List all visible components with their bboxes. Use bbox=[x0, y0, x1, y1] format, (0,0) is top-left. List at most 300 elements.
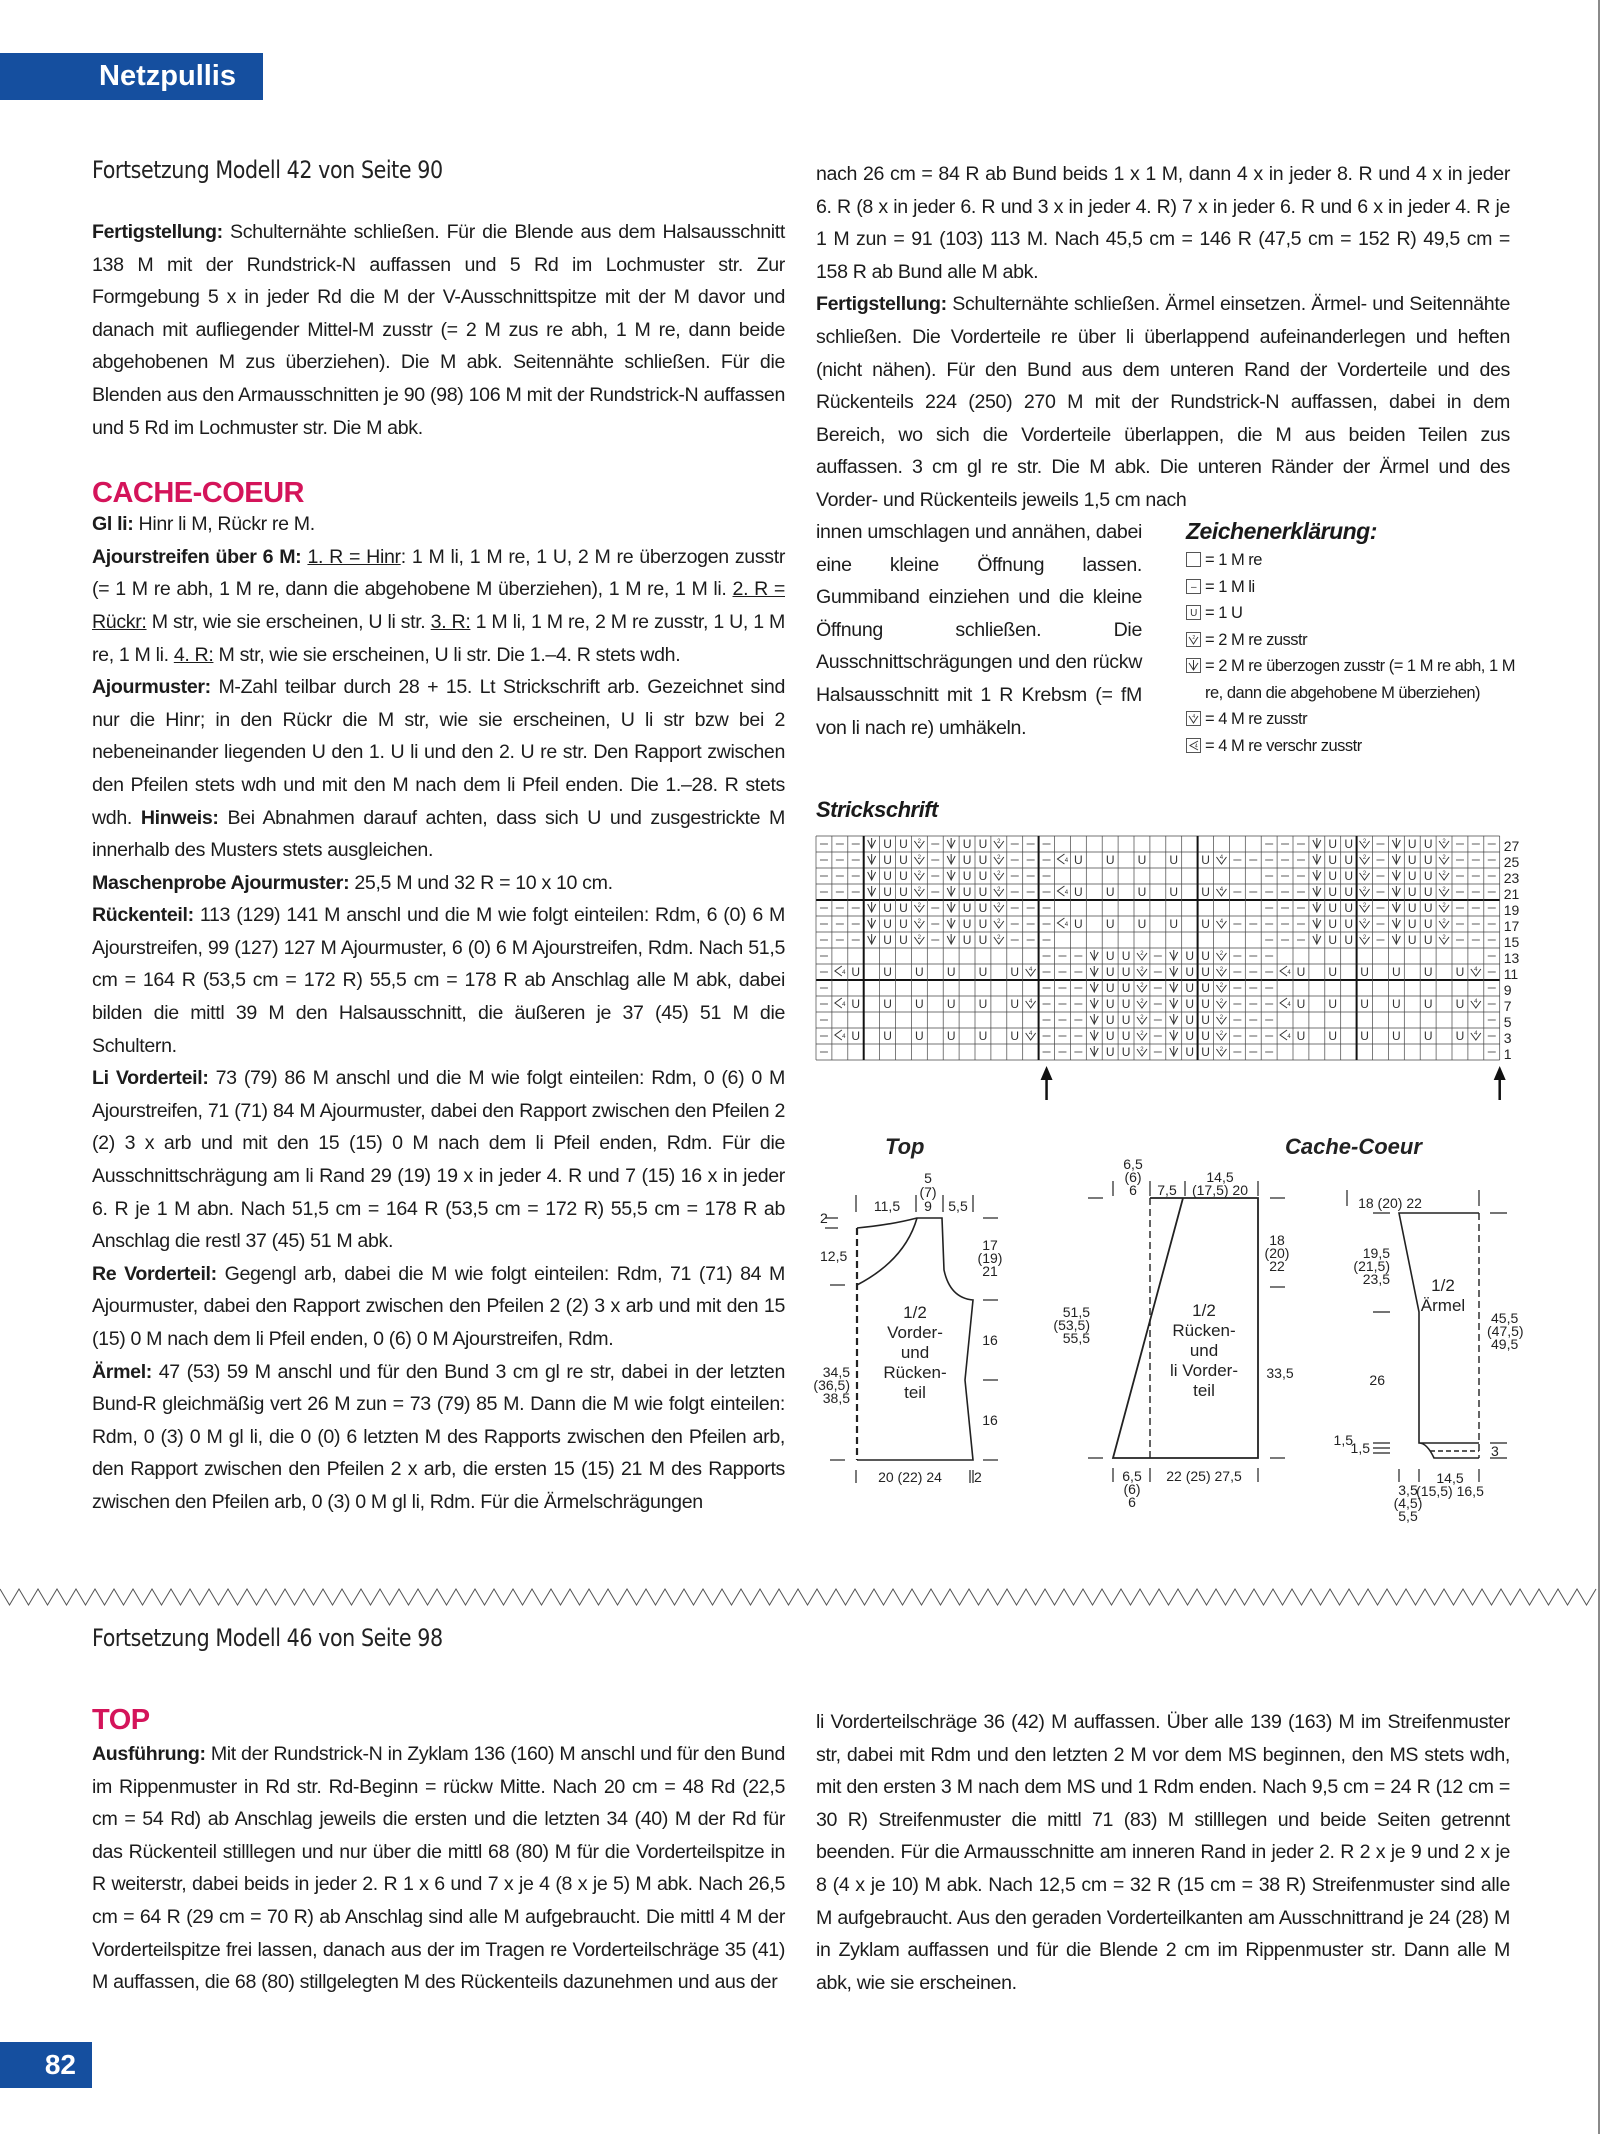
svg-text:U: U bbox=[1344, 917, 1353, 931]
svg-text:U: U bbox=[962, 901, 972, 915]
svg-text:2: 2 bbox=[1442, 855, 1446, 861]
svg-text:U: U bbox=[1105, 885, 1115, 899]
svg-text:U: U bbox=[946, 1029, 956, 1043]
paragraph-fertigstellung-top bbox=[92, 216, 785, 444]
svg-text:U: U bbox=[978, 901, 988, 915]
svg-text:34,5: 34,5 bbox=[822, 1364, 850, 1380]
svg-text:U: U bbox=[1423, 933, 1433, 947]
svg-text:U: U bbox=[883, 965, 892, 979]
svg-text:2: 2 bbox=[974, 1469, 982, 1485]
svg-text:U: U bbox=[978, 965, 988, 979]
svg-text:2: 2 bbox=[1442, 919, 1446, 925]
svg-text:2: 2 bbox=[997, 887, 1001, 893]
svg-text:U: U bbox=[1328, 965, 1338, 979]
legend-label: = 2 M re überzogen zusstr (= 1 M re abh, 1 M re, dann die abgehobene M überziehen) bbox=[1205, 657, 1515, 702]
legend-label: = 1 U bbox=[1205, 604, 1243, 622]
svg-text:U: U bbox=[1328, 837, 1338, 851]
svg-text:U: U bbox=[1201, 949, 1210, 963]
ssk-icon bbox=[1186, 658, 1201, 673]
svg-text:U: U bbox=[1407, 933, 1417, 947]
svg-text:2: 2 bbox=[1362, 919, 1367, 925]
svg-text:4: 4 bbox=[842, 1034, 846, 1040]
svg-text:26: 26 bbox=[1369, 1372, 1385, 1388]
svg-text:U: U bbox=[899, 853, 908, 867]
svg-text:6,5: 6,5 bbox=[1122, 1468, 1142, 1484]
svg-text:U: U bbox=[915, 997, 924, 1011]
svg-text:U: U bbox=[1344, 869, 1353, 883]
svg-text:U: U bbox=[1423, 1029, 1433, 1043]
svg-text:27: 27 bbox=[1503, 838, 1520, 854]
svg-text:2: 2 bbox=[1140, 999, 1144, 1005]
svg-text:2: 2 bbox=[1442, 887, 1446, 893]
svg-text:(17,5) 20: (17,5) 20 bbox=[1191, 1182, 1249, 1198]
svg-text:U: U bbox=[1201, 1029, 1210, 1043]
svg-text:U: U bbox=[883, 917, 892, 931]
svg-text:13: 13 bbox=[1503, 950, 1520, 966]
svg-text:U: U bbox=[1105, 949, 1115, 963]
svg-text:4: 4 bbox=[1028, 967, 1033, 973]
svg-text:U: U bbox=[1121, 981, 1131, 995]
svg-text:51,5: 51,5 bbox=[1062, 1304, 1090, 1320]
svg-text:U: U bbox=[1360, 1029, 1369, 1043]
label: Re Vorderteil: bbox=[92, 1262, 217, 1285]
svg-text:U: U bbox=[962, 869, 972, 883]
svg-text:U: U bbox=[1344, 901, 1353, 915]
svg-text:2: 2 bbox=[1442, 839, 1446, 845]
svg-text:U: U bbox=[1328, 853, 1338, 867]
svg-text:U: U bbox=[1137, 885, 1147, 899]
svg-text:U: U bbox=[1201, 997, 1210, 1011]
paragraph-re-vorderteil bbox=[92, 1258, 785, 1356]
label: Maschenprobe Ajourmuster: bbox=[92, 871, 350, 894]
svg-text:2: 2 bbox=[917, 887, 922, 893]
svg-text:U: U bbox=[1423, 853, 1433, 867]
svg-text:U: U bbox=[978, 917, 988, 931]
svg-text:2: 2 bbox=[1219, 983, 1224, 989]
svg-text:4: 4 bbox=[1219, 919, 1224, 925]
svg-text:U: U bbox=[1105, 1029, 1115, 1043]
paragraph-fertigstellung-cache-coeur bbox=[816, 288, 1510, 516]
svg-text:16: 16 bbox=[982, 1412, 998, 1428]
svg-text:4: 4 bbox=[1192, 714, 1195, 720]
svg-text:2: 2 bbox=[917, 855, 922, 861]
svg-text:21: 21 bbox=[1503, 886, 1520, 902]
bottom-left-column bbox=[92, 1738, 785, 1999]
svg-text:U: U bbox=[1407, 885, 1417, 899]
text: 113 (129) 141 M anschl und die M wie folgt einteilen: Rdm, 6 (0) 6 M Ajourstreifen, 99 (127) 127 M Ajourmuster, 6 (0) 6 M Ajourstreifen, Rdm. Nach 51,5 cm = 164 R (53,5 cm = 172 R) 55,5 cm = 178 R ab Anschlag alle M abk, dabei bilden die mittl 39 M den Halsausschnitt, die äußeren je 37 (45) 51 M die Schultern. bbox=[92, 904, 785, 1057]
svg-text:U: U bbox=[899, 885, 908, 899]
svg-text:U: U bbox=[946, 997, 956, 1011]
svg-text:19: 19 bbox=[1503, 902, 1520, 918]
label: Fertigstellung: bbox=[816, 293, 947, 316]
svg-text:U: U bbox=[1185, 1029, 1194, 1043]
svg-text:2: 2 bbox=[997, 903, 1001, 909]
svg-text:U: U bbox=[1423, 917, 1433, 931]
svg-text:U: U bbox=[1344, 853, 1353, 867]
svg-text:2: 2 bbox=[1362, 871, 1367, 877]
svg-text:U: U bbox=[978, 997, 988, 1011]
svg-text:U: U bbox=[978, 837, 988, 851]
svg-text:1,5: 1,5 bbox=[1333, 1432, 1353, 1448]
svg-text:4: 4 bbox=[1064, 858, 1069, 864]
page-edge-rule bbox=[1598, 0, 1600, 2134]
svg-text:(15,5) 16,5: (15,5) 16,5 bbox=[1416, 1483, 1484, 1499]
row-label: 4. R: bbox=[173, 643, 214, 666]
paragraph-ausfuehrung-continued: li Vorderteilschräge 36 (42) M auffassen. Über alle 139 (163) M im Streifenmuster str, dabei mit Rdm und den letzten 2 M vor dem MS beginnen, den MS stets wdh, mit den ersten 3 M nach dem MS und 1 Rdm enden. Nach 9,5 cm = 24 R (12 cm = 30 R) Streifenmuster die mittl 71 (83) M stilllegen und beide Seiten getrennt beenden. Für die Armausschnitte am inneren Rand in jeder 2. R 2 x je 9 und 2 x je 8 (4 x je 10) M abk. Nach 12,5 cm = 32 R (15 cm = 38 R) Streifenmuster sind alle M aufgebraucht. Aus den geraden Vorderteilkanten am Ausschnittrand je 24 (28) M in Zyklam auffassen und für die Blende 2 cm im Rippenmuster str. Dann alle M abk, wie sie erscheinen. bbox=[816, 1711, 1510, 1994]
svg-text:Vorder-: Vorder- bbox=[887, 1323, 943, 1342]
svg-text:U: U bbox=[978, 1029, 988, 1043]
svg-text:U: U bbox=[1423, 837, 1433, 851]
svg-text:9: 9 bbox=[924, 1198, 932, 1214]
svg-text:U: U bbox=[883, 933, 892, 947]
label: Hinweis: bbox=[140, 806, 219, 829]
svg-text:(20): (20) bbox=[1264, 1245, 1290, 1261]
svg-text:U: U bbox=[962, 853, 972, 867]
legend-item bbox=[1186, 706, 1516, 733]
svg-text:U: U bbox=[1201, 1013, 1210, 1027]
svg-text:U: U bbox=[1201, 885, 1210, 899]
svg-text:2: 2 bbox=[1219, 951, 1224, 957]
svg-text:4: 4 bbox=[1219, 855, 1224, 861]
svg-text:U: U bbox=[946, 965, 956, 979]
svg-text:U: U bbox=[978, 933, 988, 947]
svg-text:U: U bbox=[1185, 1013, 1194, 1027]
svg-text:2: 2 bbox=[1442, 903, 1446, 909]
svg-text:20 (22) 24: 20 (22) 24 bbox=[878, 1469, 942, 1485]
svg-text:U: U bbox=[1201, 981, 1210, 995]
svg-text:U: U bbox=[1328, 901, 1338, 915]
svg-text:U: U bbox=[1169, 917, 1179, 931]
svg-text:U: U bbox=[1392, 965, 1401, 979]
svg-text:2: 2 bbox=[1362, 935, 1367, 941]
paragraph-ajourstreifen bbox=[92, 541, 785, 671]
label: Li Vorderteil: bbox=[92, 1067, 209, 1090]
svg-text:2: 2 bbox=[1219, 999, 1224, 1005]
row-label: 3. R: bbox=[430, 610, 471, 633]
svg-text:22: 22 bbox=[1269, 1258, 1285, 1274]
text: Bei Abnahmen darauf achten, dass sich U und zusgestrickte M innerhalb des Musters stets ausgleichen. bbox=[92, 806, 785, 862]
svg-text:2: 2 bbox=[917, 935, 922, 941]
svg-text:U: U bbox=[1407, 837, 1417, 851]
paragraph-aermel-continued: nach 26 cm = 84 R ab Bund beids 1 x 1 M, dann 4 x in jeder 8. R und 4 x in jeder 6. R (8 x in jeder 6. R und 3 x in jeder 4. R) 7 x in jeder 6. R und 6 x in jeder 4. R je 1 M zun = 91 (103) 113 M. Nach 45,5 cm = 146 R (47,5 cm = 152 R) 49,5 cm = 158 R ab Bund alle M abk. bbox=[816, 163, 1510, 283]
svg-text:21: 21 bbox=[982, 1263, 998, 1279]
right-column bbox=[816, 158, 1510, 517]
svg-text:19,5: 19,5 bbox=[1362, 1245, 1390, 1261]
svg-text:6,5: 6,5 bbox=[1123, 1156, 1143, 1172]
svg-text:5,5: 5,5 bbox=[1398, 1508, 1418, 1524]
svg-text:U: U bbox=[1105, 853, 1115, 867]
bottom-right-column bbox=[816, 1706, 1510, 1999]
svg-text:U: U bbox=[1169, 885, 1179, 899]
svg-text:(6): (6) bbox=[1124, 1169, 1142, 1185]
paragraph-gl-li bbox=[92, 508, 785, 541]
svg-text:U: U bbox=[1360, 997, 1369, 1011]
paragraph-rueckenteil bbox=[92, 899, 785, 1062]
svg-text:6: 6 bbox=[1129, 1182, 1137, 1198]
svg-text:U: U bbox=[1137, 917, 1147, 931]
svg-text:U: U bbox=[978, 869, 988, 883]
paragraph-maschenprobe bbox=[92, 867, 785, 900]
svg-text:U: U bbox=[851, 997, 861, 1011]
svg-text:7: 7 bbox=[1503, 998, 1512, 1014]
text: 1 M li, 1 M re, 2 M re zusstr, 1 U, 1 M re, 1 M li. bbox=[92, 610, 785, 666]
svg-text:U: U bbox=[1455, 965, 1465, 979]
svg-text:teil: teil bbox=[1193, 1381, 1215, 1400]
svg-text:14,5: 14,5 bbox=[1436, 1470, 1464, 1486]
legend-item bbox=[1186, 574, 1516, 601]
svg-text:2: 2 bbox=[1140, 1015, 1144, 1021]
svg-text:1,5: 1,5 bbox=[1350, 1440, 1370, 1456]
svg-text:und: und bbox=[1189, 1341, 1219, 1360]
svg-text:U: U bbox=[1296, 997, 1306, 1011]
svg-text:U: U bbox=[962, 917, 972, 931]
svg-text:16: 16 bbox=[982, 1332, 998, 1348]
svg-text:11,5: 11,5 bbox=[873, 1198, 901, 1214]
svg-text:U: U bbox=[851, 1029, 861, 1043]
svg-text:4: 4 bbox=[1219, 887, 1224, 893]
svg-text:U: U bbox=[1423, 997, 1433, 1011]
legend-title: Zeichenerklärung: bbox=[1186, 518, 1377, 544]
svg-text:U: U bbox=[1423, 901, 1433, 915]
svg-text:U: U bbox=[1423, 965, 1433, 979]
svg-text:U: U bbox=[1328, 997, 1338, 1011]
svg-text:22 (25) 27,5: 22 (25) 27,5 bbox=[1166, 1468, 1242, 1484]
svg-text:(47,5): (47,5) bbox=[1487, 1323, 1524, 1339]
svg-text:1/2: 1/2 bbox=[1192, 1301, 1216, 1320]
svg-text:17: 17 bbox=[1503, 918, 1520, 934]
svg-text:U: U bbox=[962, 933, 972, 947]
legend-item bbox=[1186, 733, 1516, 760]
svg-text:2: 2 bbox=[1362, 887, 1367, 893]
svg-text:2: 2 bbox=[1362, 903, 1367, 909]
schematic-diagrams bbox=[810, 1120, 1600, 1540]
svg-text:2: 2 bbox=[1362, 855, 1367, 861]
k4tog-tbl-icon bbox=[1186, 738, 1201, 753]
left-column bbox=[92, 216, 785, 1519]
svg-text:3: 3 bbox=[1491, 1443, 1499, 1459]
svg-text:U: U bbox=[1105, 965, 1115, 979]
svg-text:U: U bbox=[883, 901, 892, 915]
row-label: 1. R = Hinr bbox=[307, 545, 401, 568]
svg-text:U: U bbox=[883, 869, 892, 883]
svg-text:2: 2 bbox=[1140, 951, 1144, 957]
heading-top: TOP bbox=[92, 1704, 150, 1736]
svg-text:(36,5): (36,5) bbox=[813, 1377, 850, 1393]
svg-text:U: U bbox=[1121, 1029, 1131, 1043]
svg-text:U: U bbox=[1455, 1029, 1465, 1043]
svg-text:U: U bbox=[1185, 997, 1194, 1011]
svg-text:li Vorder-: li Vorder- bbox=[1169, 1361, 1239, 1380]
svg-text:2: 2 bbox=[997, 871, 1001, 877]
svg-text:U: U bbox=[899, 917, 908, 931]
svg-text:18 (20) 22: 18 (20) 22 bbox=[1358, 1195, 1422, 1211]
svg-text:(53,5): (53,5) bbox=[1053, 1317, 1090, 1333]
svg-text:U: U bbox=[1392, 1029, 1401, 1043]
svg-text:4: 4 bbox=[1287, 1034, 1291, 1040]
cache-coeur-sleeve-schematic bbox=[1334, 1190, 1524, 1524]
svg-text:U: U bbox=[899, 901, 908, 915]
svg-text:1: 1 bbox=[1503, 1046, 1512, 1062]
text: M-Zahl teilbar durch 28 + 15. Lt Strickschrift arb. Gezeichnet sind nur die Hinr; in den Rückr die M str, wie sie erscheinen, U li str bzw bei 2 nebeneinander liegenden U den 1. U li und den 2. U re str. Den Rapport zwischen den Pfeilen stets wdh und mit den M nach dem li Pfeil enden. Die 1.–28. R stets wdh. bbox=[92, 676, 785, 829]
svg-text:Rücken-: Rücken- bbox=[1172, 1321, 1236, 1340]
legend-label: = 1 M re bbox=[1205, 551, 1262, 569]
text: 73 (79) 86 M anschl und die M wie folgt einteilen: Rdm, 0 (6) 0 M Ajourstreifen, 71 (71) 84 M Ajourmuster, dabei den Rapport zwischen den Pfeilen 2 (2) 3 x arb und mit den 15 (15) 0 M nach dem li Pfeil enden, Rdm. Für die Ausschnittschrägung am li Rand 29 (19) 19 x in jeder 4. R und 7 (15) 16 x in jeder 6. R je 1 M abn. Nach 51,5 cm = 164 R (53,5 cm = 172 R) 55,5 cm = 178 R ab Anschlag die restl 37 (45) 51 M abk. bbox=[92, 1067, 786, 1253]
text: Schulternähte schließen. Ärmel einsetzen. Ärmel- und Seitennähte schließen. Die Vorderteile re über li überlappend aufeinanderlegen und heften (nicht nähen). Für den Bund aus dem unteren Rand der Vorderteile und des Rückenteils 224 (250) 270 M mit der Rundstrick-N auffassen, dabei in dem Bereich, wo sich die Vorderteile überlappen, die M aus beiden Teilen zus auffassen. 3 cm gl re str. Die M abk. Die unteren Ränder der Ärmel und des Vorder- und Rückenteils jeweils 1,5 cm nach bbox=[816, 293, 1510, 511]
svg-text:U: U bbox=[915, 965, 924, 979]
svg-text:U: U bbox=[1137, 853, 1147, 867]
svg-text:6: 6 bbox=[1128, 1494, 1136, 1510]
svg-text:U: U bbox=[1105, 997, 1115, 1011]
svg-text:U: U bbox=[1105, 917, 1115, 931]
svg-text:3,5: 3,5 bbox=[1398, 1482, 1418, 1498]
label: Ausführung: bbox=[92, 1743, 206, 1765]
svg-text:2: 2 bbox=[820, 1210, 828, 1226]
svg-text:4: 4 bbox=[1287, 970, 1291, 976]
svg-text:U: U bbox=[883, 837, 892, 851]
svg-text:4: 4 bbox=[1474, 967, 1478, 973]
svg-text:2: 2 bbox=[917, 839, 922, 845]
svg-text:U: U bbox=[899, 869, 908, 883]
text: Schulternähte schließen. Für die Blende aus dem Halsausschnitt 138 M mit der Rundstrick-N auffassen und 5 Rd im Lochmuster str. Zur Formgebung 5 x in jeder Rd die M der V-Ausschnittspitze mit der M davor und danach mit aufliegender Mittel-M zusstr (= 2 M zus re abh, 1 M re, dann beide abgehobenen M zus überziehen). Die M abk. Seitennähte schließen. Für die Blenden aus den Armausschnitten je 90 (98) 106 M mit der Rundstrick-N auffassen und 5 Rd im Lochmuster str. Die M abk. bbox=[92, 221, 785, 439]
knit-stitch-icon bbox=[1186, 552, 1201, 567]
svg-text:2: 2 bbox=[1192, 634, 1195, 641]
text: 25,5 M und 32 R = 10 x 10 cm. bbox=[349, 871, 613, 894]
svg-text:4: 4 bbox=[1287, 1002, 1291, 1008]
svg-text:U: U bbox=[1328, 1029, 1338, 1043]
svg-text:2: 2 bbox=[1219, 1031, 1224, 1037]
svg-text:4: 4 bbox=[1064, 922, 1069, 928]
svg-text:7,5: 7,5 bbox=[1157, 1182, 1177, 1198]
svg-text:4: 4 bbox=[842, 970, 846, 976]
svg-text:U: U bbox=[978, 853, 988, 867]
svg-text:U: U bbox=[1074, 885, 1083, 899]
svg-text:49,5: 49,5 bbox=[1491, 1336, 1519, 1352]
text: Mit der Rundstrick-N in Zyklam 136 (160) M anschl und für den Bund im Rippenmuster in Rd str. Rd-Beginn = rückw Mitte. Nach 20 cm = 48 Rd (22,5 cm = 54 Rd) ab Anschlag jeweils die ersten und die letzten 34 (40) M der Rd für das Rückenteil stilllegen und nur über die mittl 68 (80) M für die Vorderteilspitze in R weiterstr, dabei beids in jeder 2. R 1 x 6 und 7 x je 4 (8 x je 5) M abk. Nach 26,5 cm = 64 R (29 cm = 70 R) ab Anschlag sind alle M aufgebraucht. Die mittl 4 M der Vorderteilspitze frei lassen, danach aus der im Tragen re Vorderteilschräge 35 (41) M auffassen, die 68 (80) stillgelegten M des Rückenteils dazunehmen und aus der bbox=[92, 1743, 785, 1994]
svg-text:U: U bbox=[1074, 917, 1083, 931]
svg-text:Top: Top bbox=[885, 1134, 925, 1159]
svg-text:U: U bbox=[883, 853, 892, 867]
svg-text:U: U bbox=[1105, 981, 1115, 995]
text: Gegengl arb, dabei die M wie folgt einteilen: Rdm, 71 (71) 84 M Ajourmuster, dabei den Rapport zwischen den Pfeilen 2 (2) 3 x arb und mit den 15 (15) 0 M nach dem li Pfeil enden, 0 (6) 0 M Ajourstreifen, Rdm. bbox=[92, 1262, 785, 1350]
top-schematic bbox=[813, 1134, 1002, 1485]
svg-text:teil: teil bbox=[904, 1383, 926, 1402]
svg-text:(21,5): (21,5) bbox=[1353, 1258, 1390, 1274]
svg-text:U: U bbox=[962, 837, 972, 851]
svg-text:2: 2 bbox=[997, 839, 1001, 845]
svg-text:U: U bbox=[899, 933, 908, 947]
svg-text:U: U bbox=[915, 1029, 924, 1043]
symbol-legend bbox=[1186, 516, 1516, 759]
continuation-title-model-42: Fortsetzung Modell 42 von Seite 90 bbox=[92, 156, 443, 184]
svg-text:2: 2 bbox=[1140, 1031, 1144, 1037]
svg-text:U: U bbox=[1407, 853, 1417, 867]
svg-text:U: U bbox=[1185, 965, 1194, 979]
paragraph-ajourmuster bbox=[92, 671, 785, 867]
svg-text:25: 25 bbox=[1503, 854, 1520, 870]
svg-text:U: U bbox=[1201, 1045, 1210, 1059]
svg-text:2: 2 bbox=[1219, 967, 1224, 973]
text: : 1 M li, 1 M re, 1 U, 2 M re überzogen zusstr (= 1 M re abh, 1 M re, dann die abgehobene M überziehen), 1 M re, 1 M li. bbox=[92, 545, 785, 601]
svg-text:U: U bbox=[1407, 917, 1417, 931]
svg-text:55,5: 55,5 bbox=[1062, 1330, 1090, 1346]
svg-text:2: 2 bbox=[1442, 935, 1446, 941]
knitting-chart bbox=[816, 836, 1520, 1106]
svg-text:U: U bbox=[1407, 901, 1417, 915]
knitting-chart-grid bbox=[816, 836, 1520, 1101]
svg-text:14,5: 14,5 bbox=[1206, 1169, 1234, 1185]
svg-text:(7): (7) bbox=[919, 1184, 937, 1200]
svg-text:U: U bbox=[1392, 997, 1401, 1011]
svg-text:U: U bbox=[1296, 1029, 1306, 1043]
svg-text:2: 2 bbox=[1442, 871, 1446, 877]
label: Gl li: bbox=[92, 513, 134, 536]
continuation-title-model-46: Fortsetzung Modell 46 von Seite 98 bbox=[92, 1624, 443, 1652]
svg-text:U: U bbox=[1296, 965, 1306, 979]
svg-text:1/2: 1/2 bbox=[903, 1303, 927, 1322]
svg-text:U: U bbox=[883, 885, 892, 899]
svg-text:4: 4 bbox=[1028, 1031, 1033, 1037]
text: M str, wie sie erscheinen, U li str. bbox=[146, 610, 431, 633]
svg-text:U: U bbox=[962, 885, 972, 899]
svg-text:23: 23 bbox=[1503, 870, 1520, 886]
svg-text:U: U bbox=[1423, 885, 1433, 899]
svg-text:9: 9 bbox=[1503, 982, 1512, 998]
svg-text:2: 2 bbox=[1140, 967, 1144, 973]
svg-text:5: 5 bbox=[924, 1170, 932, 1186]
svg-text:2: 2 bbox=[1362, 839, 1367, 845]
svg-text:45,5: 45,5 bbox=[1491, 1310, 1519, 1326]
paragraph-aermel bbox=[92, 1356, 785, 1519]
svg-text:U: U bbox=[1185, 1045, 1194, 1059]
svg-text:U: U bbox=[1185, 949, 1194, 963]
svg-text:2: 2 bbox=[997, 935, 1001, 941]
section-tab: Netzpullis bbox=[0, 53, 263, 100]
svg-text:U: U bbox=[1169, 853, 1179, 867]
label: Ärmel: bbox=[92, 1360, 152, 1383]
svg-text:5,5: 5,5 bbox=[948, 1198, 968, 1214]
paragraph-li-vorderteil bbox=[92, 1062, 785, 1258]
svg-text:U: U bbox=[1074, 853, 1083, 867]
k2tog-icon bbox=[1186, 632, 1201, 647]
svg-text:U: U bbox=[1407, 869, 1417, 883]
svg-text:2: 2 bbox=[917, 903, 922, 909]
svg-text:2: 2 bbox=[917, 919, 922, 925]
label: Ajourstreifen über 6 M: bbox=[92, 545, 302, 568]
svg-text:U: U bbox=[1423, 869, 1433, 883]
svg-text:4: 4 bbox=[842, 1002, 846, 1008]
svg-text:18: 18 bbox=[1269, 1232, 1285, 1248]
svg-text:U: U bbox=[1121, 949, 1131, 963]
svg-text:Cache-Coeur: Cache-Coeur bbox=[1285, 1134, 1422, 1159]
svg-text:U: U bbox=[1344, 837, 1353, 851]
legend-item bbox=[1186, 547, 1516, 574]
chart-title: Strickschrift bbox=[816, 797, 938, 822]
svg-text:2: 2 bbox=[1140, 1047, 1144, 1053]
legend-label: = 2 M re zusstr bbox=[1205, 630, 1308, 649]
label: Rückenteil: bbox=[92, 904, 194, 927]
svg-text:4: 4 bbox=[1064, 890, 1069, 896]
svg-text:U: U bbox=[1010, 1029, 1020, 1043]
label: Fertigstellung: bbox=[92, 221, 223, 243]
svg-text:(4,5): (4,5) bbox=[1393, 1495, 1423, 1511]
svg-text:U: U bbox=[1121, 1045, 1131, 1059]
svg-text:2: 2 bbox=[997, 919, 1001, 925]
yarn-over-icon: U bbox=[1186, 605, 1201, 620]
svg-text:U: U bbox=[883, 997, 892, 1011]
svg-text:17: 17 bbox=[982, 1237, 998, 1253]
svg-text:U: U bbox=[1328, 917, 1338, 931]
svg-text:2: 2 bbox=[1219, 1047, 1224, 1053]
